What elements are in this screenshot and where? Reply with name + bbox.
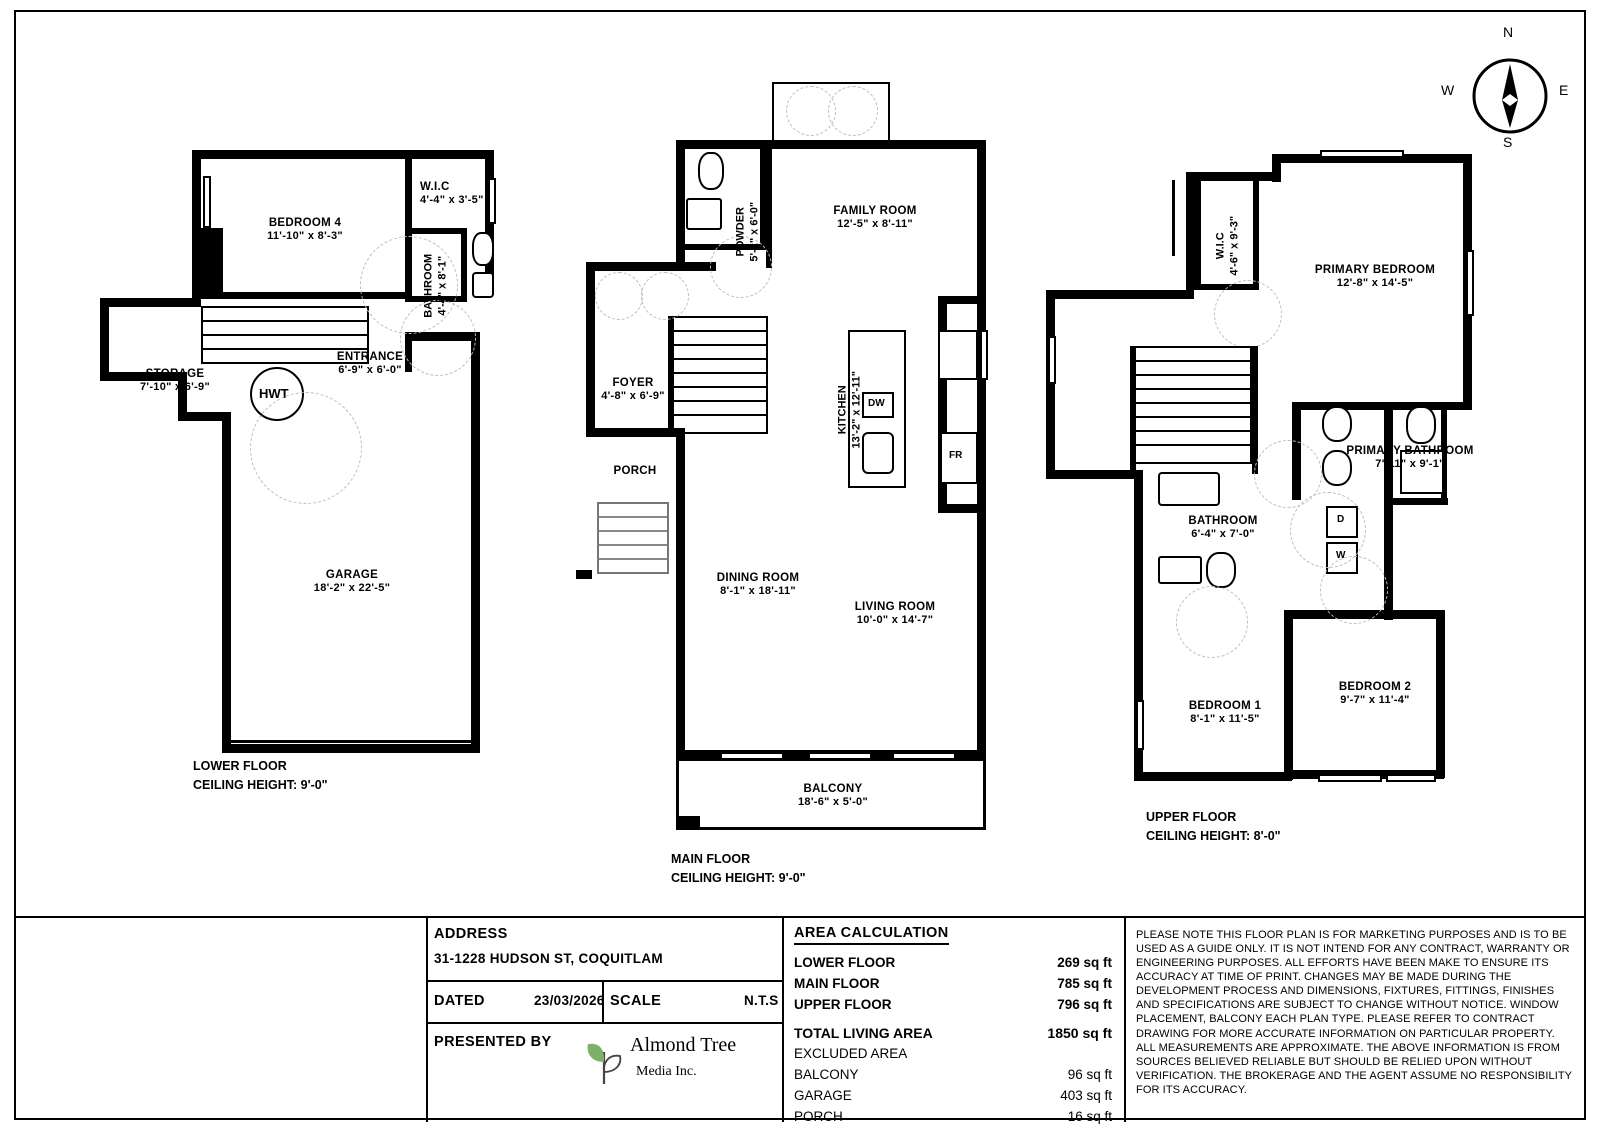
compass-east-label: E	[1559, 82, 1569, 98]
room-dim: 4'-4" x 3'-5"	[420, 194, 484, 207]
area-value: 785 sq ft	[1057, 976, 1112, 991]
room-label-foyer	[578, 376, 688, 404]
room-dim: 4'-4" x 8'-1"	[436, 255, 448, 316]
stair-tread	[1136, 360, 1250, 362]
room-name: BATHROOM	[1188, 515, 1258, 527]
door-swing	[828, 86, 878, 136]
stair-tread	[1136, 374, 1250, 376]
wall	[192, 150, 494, 159]
area-row	[794, 997, 1112, 1018]
stair-tread	[203, 320, 367, 322]
panel-divider	[426, 1022, 782, 1024]
room-name: STORAGE	[145, 368, 205, 380]
stair-tread	[1136, 430, 1250, 432]
lower-floor-caption	[193, 757, 328, 795]
stair-tread	[1136, 416, 1250, 418]
wall	[1046, 290, 1194, 299]
room-dim: 6'-9" x 6'-0"	[338, 364, 402, 377]
caption-line: UPPER FLOOR	[1146, 810, 1237, 824]
wall	[405, 228, 467, 234]
wall	[222, 412, 231, 752]
garage-door	[228, 740, 476, 743]
room-dim: 12'-8" x 14'-5"	[1336, 277, 1414, 290]
room-name: BEDROOM 4	[268, 217, 342, 229]
window	[1320, 150, 1404, 158]
stair-tread	[599, 544, 667, 546]
caption-line: CEILING HEIGHT: 9'-0"	[193, 777, 328, 792]
wall	[1046, 470, 1140, 479]
window	[1136, 700, 1144, 750]
excluded-label: EXCLUDED AREA	[794, 1046, 908, 1061]
excluded-row	[794, 1109, 1112, 1130]
room-name: FOYER	[612, 377, 654, 389]
upper-floor-caption	[1146, 808, 1281, 846]
room-name: DINING ROOM	[716, 572, 800, 584]
room-dim: 8'-1" x 11'-5"	[1190, 713, 1260, 726]
upper-stairs	[1134, 346, 1252, 464]
wall	[576, 570, 592, 579]
toilet-fixture	[1406, 406, 1436, 444]
excluded-row	[794, 1088, 1112, 1109]
room-dim: 7'-11" x 9'-1"	[1375, 458, 1445, 471]
dishwasher-label: DW	[868, 398, 885, 409]
bathtub-fixture	[1158, 472, 1220, 506]
room-label-kitchen	[836, 350, 864, 470]
room-name: FAMILY ROOM	[833, 205, 917, 217]
stair-tread	[674, 372, 766, 374]
wall	[1195, 180, 1201, 288]
presented-by-label: PRESENTED BY	[434, 1034, 552, 1050]
washer-label: W	[1336, 550, 1346, 561]
door-swing	[641, 272, 689, 320]
sink-fixture	[1158, 556, 1202, 584]
area-value: 796 sq ft	[1057, 997, 1112, 1012]
compass-south-label: S	[1503, 134, 1513, 150]
excluded-name: GARAGE	[794, 1088, 852, 1103]
area-value: 269 sq ft	[1057, 955, 1112, 970]
door-swing	[250, 392, 362, 504]
room-label-living	[810, 600, 980, 628]
stair-tread	[1136, 444, 1250, 446]
wall	[586, 262, 682, 271]
wall	[977, 140, 986, 510]
range-fixture	[938, 330, 978, 380]
room-name: PORCH	[613, 465, 657, 477]
panel-divider	[426, 918, 428, 1122]
area-row	[794, 955, 1112, 976]
area-name: UPPER FLOOR	[794, 997, 892, 1012]
almond-tree-logo-icon	[582, 1030, 622, 1082]
room-name: GARAGE	[325, 569, 379, 581]
wall	[938, 296, 986, 304]
logo-name: Almond Tree	[630, 1034, 737, 1056]
compass-west-label: W	[1441, 82, 1455, 98]
wall	[1186, 172, 1195, 290]
window	[980, 330, 988, 380]
room-dim: 11'-10" x 8'-3"	[267, 230, 343, 243]
scale-value: N.T.S	[744, 993, 779, 1008]
room-label-primary-bathroom	[1320, 444, 1500, 472]
room-name: BALCONY	[803, 783, 863, 795]
dryer-label: D	[1337, 514, 1345, 525]
window	[1386, 774, 1436, 782]
panel-divider	[782, 918, 784, 1122]
panel-divider	[426, 980, 782, 982]
wall	[977, 504, 986, 756]
room-label-wic	[420, 180, 530, 208]
wall	[1253, 180, 1259, 290]
room-dim: 4'-8" x 6'-9"	[601, 390, 665, 403]
address-value: 31-1228 HUDSON ST, COQUITLAM	[434, 951, 663, 966]
sink-fixture	[472, 272, 494, 298]
room-label-bedroom2	[1300, 680, 1450, 708]
area-name: MAIN FLOOR	[794, 976, 880, 991]
door-swing	[1176, 586, 1248, 658]
wall	[676, 816, 700, 830]
total-value: 1850 sq ft	[1047, 1025, 1112, 1041]
area-calculation	[794, 924, 1112, 1130]
excluded-value: 403 sq ft	[1060, 1088, 1112, 1103]
dated-label: DATED	[434, 993, 485, 1009]
scale-label: SCALE	[610, 993, 662, 1009]
wall	[1272, 154, 1281, 182]
room-name: BEDROOM 1	[1188, 700, 1262, 712]
main-floor-caption	[671, 850, 806, 888]
room-dim: 8'-1" x 18'-11"	[720, 585, 796, 598]
room-label-bedroom4	[230, 216, 380, 244]
panel-divider	[1124, 918, 1126, 1122]
dated-value: 23/03/2026	[534, 993, 605, 1008]
address-title: ADDRESS	[434, 926, 508, 942]
room-name: BATHROOM	[422, 253, 435, 318]
room-dim: 7'-10" x 6'-9"	[139, 381, 210, 394]
room-label-family	[790, 204, 960, 232]
excluded-name: PORCH	[794, 1109, 843, 1124]
disclaimer-text: PLEASE NOTE THIS FLOOR PLAN IS FOR MARKETING PURPOSES AND IS TO BE USED AS A GUIDE ONLY. IT IS NOT INTEND FOR ANY CONTRACT, WARRANTY OR ENGINEERING PURPOSES. ALL EFFORTS HAVE BEEN MAKE TO ENSURE ITS ACCURACY AT TIME OF PRINT. CHANGES MAY BE MADE DURING THE DEVELOPMENT PROCESS AND DIMENSIONS, FIXTURES, FITTINGS, FINISHES AND SPECIFICATIONS ARE SUBJECT TO CHANGE WITHOUT NOTICE. WINDOW PLACEMENT, BALCONY EACH PLAN TYPE. PLEASE REFER TO CONTRACT DRAWING FOR MORE ACCURATE INFORMATION ON PARTICULAR PROPERTY. ALL MEASUREMENTS ARE APPROXIMATE. THE ABOVE INFORMATION IS FROM SOURCES BELIEVED RELIABLE BUT SHOULD BE RELIED UPON WITHOUT VERIFICATION. THE BROKERAGE AND THE AGENT ASSUME NO RESPONSIBILITY FOR ITS ACCURACY.	[1136, 929, 1572, 1096]
room-dim: 18'-2" x 22'-5"	[313, 582, 391, 595]
room-label-bathroom-upper	[1148, 514, 1298, 542]
room-name: W.I.C	[1214, 232, 1227, 260]
sink-fixture	[686, 198, 722, 230]
wall	[1046, 290, 1055, 478]
area-row	[794, 976, 1112, 997]
room-name: W.I.C	[420, 181, 450, 193]
stair-tread	[203, 334, 367, 336]
main-stairs	[672, 316, 768, 434]
wall	[201, 228, 223, 292]
room-name: ENTRANCE	[336, 351, 404, 363]
room-dim: 5'-2" x 6'-0"	[748, 201, 760, 262]
area-title: AREA CALCULATION	[794, 925, 949, 945]
excluded-row	[794, 1067, 1112, 1088]
room-name: PRIMARY BATHROOM	[1346, 445, 1474, 457]
room-name: KITCHEN	[836, 385, 849, 435]
total-row	[794, 1025, 1112, 1046]
wall	[1134, 772, 1292, 781]
room-label-primary-bedroom	[1275, 263, 1475, 291]
compass-rose	[1441, 24, 1569, 156]
stair-tread	[674, 330, 766, 332]
room-label-wic-upper	[1214, 200, 1242, 292]
wall	[100, 298, 109, 380]
room-dim: 6'-4" x 7'-0"	[1191, 528, 1255, 541]
wall	[1384, 498, 1448, 505]
toilet-fixture	[472, 232, 494, 266]
room-label-garage	[272, 568, 432, 596]
room-name: PRIMARY BEDROOM	[1314, 264, 1436, 276]
wall	[1252, 346, 1258, 474]
room-name: BEDROOM 2	[1338, 681, 1412, 693]
toilet-fixture	[1206, 552, 1236, 588]
logo-sub: Media Inc.	[636, 1064, 697, 1079]
wall	[461, 228, 467, 300]
room-dim: 9'-7" x 11'-4"	[1340, 694, 1410, 707]
room-name: LIVING ROOM	[854, 601, 936, 613]
sink-fixture	[1322, 406, 1352, 442]
stair-tread	[674, 344, 766, 346]
caption-line: CEILING HEIGHT: 8'-0"	[1146, 828, 1281, 843]
window	[203, 176, 211, 228]
room-label-porch	[580, 464, 690, 478]
wall	[192, 150, 201, 298]
stair-tread	[1136, 402, 1250, 404]
room-dim: 4'-6" x 9'-3"	[1228, 215, 1240, 276]
excluded-header	[794, 1046, 1112, 1067]
room-label-balcony	[748, 782, 918, 810]
wall	[1130, 346, 1136, 474]
door-swing	[595, 272, 643, 320]
window	[1318, 774, 1382, 782]
room-label-storage	[110, 367, 240, 395]
compass-north-label: N	[1503, 24, 1514, 40]
room-dim: 10'-0" x 14'-7"	[856, 614, 934, 627]
room-label-bedroom1	[1150, 699, 1300, 727]
total-label: TOTAL LIVING AREA	[794, 1025, 933, 1041]
room-label-entrance	[300, 350, 440, 378]
wall	[1300, 402, 1464, 410]
stair-tread	[1136, 388, 1250, 390]
caption-line: LOWER FLOOR	[193, 759, 287, 773]
stair-tread	[674, 358, 766, 360]
caption-line: MAIN FLOOR	[671, 852, 751, 866]
wall	[586, 262, 595, 434]
porch-steps	[597, 502, 669, 574]
excluded-value: 96 sq ft	[1067, 1067, 1112, 1082]
window	[1048, 336, 1056, 384]
excluded-value: 16 sq ft	[1067, 1109, 1112, 1124]
stair-tread	[599, 530, 667, 532]
stair-tread	[599, 516, 667, 518]
room-dim: 12'-5" x 8'-11"	[837, 218, 913, 231]
wall	[471, 340, 480, 752]
door-swing	[1320, 556, 1388, 624]
stair-tread	[674, 414, 766, 416]
info-panel	[14, 916, 1586, 1124]
room-dim: 13'-2" x 12'-11"	[850, 371, 862, 449]
room-label-powder	[734, 184, 762, 280]
closet-rod	[1172, 180, 1175, 256]
caption-line: CEILING HEIGHT: 9'-0"	[671, 870, 806, 885]
room-label-bathroom-lower	[422, 240, 450, 332]
wall	[676, 140, 986, 149]
area-name: LOWER FLOOR	[794, 955, 896, 970]
room-label-dining	[673, 571, 843, 599]
wall	[100, 298, 201, 307]
sink-fixture	[862, 432, 894, 474]
wall	[668, 316, 674, 434]
room-dim: 18'-6" x 5'-0"	[797, 796, 868, 809]
toilet-fixture	[698, 152, 724, 190]
excluded-name: BALCONY	[794, 1067, 859, 1082]
stair-tread	[599, 558, 667, 560]
wall	[222, 744, 480, 753]
fridge-label: FR	[949, 450, 963, 461]
hwt-label: HWT	[259, 386, 289, 401]
room-name: POWDER	[734, 207, 747, 257]
